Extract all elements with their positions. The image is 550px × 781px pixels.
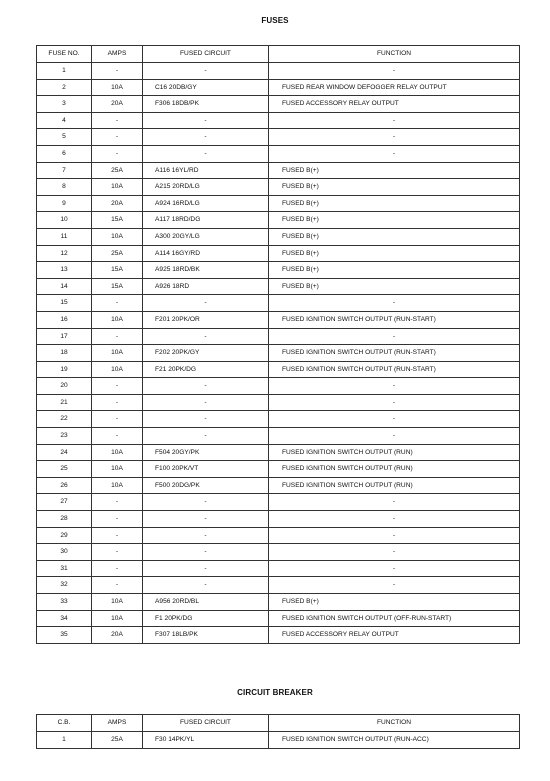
cell-fused-circuit: - (143, 428, 269, 445)
cell-fused-circuit: F504 20GY/PK (143, 444, 269, 461)
cell-function: FUSED B(+) (269, 195, 520, 212)
table-row (37, 627, 520, 644)
cell-function: - (269, 560, 520, 577)
cell-number: 18 (37, 345, 92, 362)
cell-function: - (269, 328, 520, 345)
table-row (37, 245, 520, 262)
cell-fused-circuit: - (143, 63, 269, 80)
table-row (37, 394, 520, 411)
cell-number: 35 (37, 627, 92, 644)
cell-number: 26 (37, 477, 92, 494)
cell-number: 24 (37, 444, 92, 461)
table-row (37, 494, 520, 511)
cell-amps: - (92, 428, 143, 445)
table-row (37, 544, 520, 561)
cell-number: 33 (37, 594, 92, 611)
cell-number: 25 (37, 461, 92, 478)
cell-number: 9 (37, 195, 92, 212)
cell-function: - (269, 411, 520, 428)
cell-fused-circuit: - (143, 577, 269, 594)
cell-fused-circuit: A116 16YL/RD (143, 162, 269, 179)
table-row (37, 311, 520, 328)
amps-header: AMPS (92, 715, 143, 732)
cell-amps: - (92, 411, 143, 428)
cell-function: FUSED IGNITION SWITCH OUTPUT (RUN) (269, 444, 520, 461)
cell-amps: - (92, 527, 143, 544)
fuse-table-header-row (37, 46, 520, 63)
fuse-table (36, 45, 520, 644)
cell-amps: 20A (92, 195, 143, 212)
cell-fused-circuit: A117 18RD/DG (143, 212, 269, 229)
circuit-breaker-header-row (37, 715, 520, 732)
cell-function: FUSED B(+) (269, 212, 520, 229)
cell-function: - (269, 112, 520, 129)
cell-number: 34 (37, 610, 92, 627)
cell-fused-circuit: A926 18RD (143, 278, 269, 295)
table-row (37, 610, 520, 627)
table-row (37, 477, 520, 494)
cell-fused-circuit: F1 20PK/DG (143, 610, 269, 627)
cell-fused-circuit: F21 20PK/DG (143, 361, 269, 378)
cell-number: 10 (37, 212, 92, 229)
cell-amps: 10A (92, 594, 143, 611)
table-row (37, 63, 520, 80)
cell-fused-circuit: - (143, 129, 269, 146)
cell-amps: 15A (92, 212, 143, 229)
fused-circuit-header: FUSED CIRCUIT (143, 46, 269, 63)
cell-number: 4 (37, 112, 92, 129)
cell-fused-circuit: F100 20PK/VT (143, 461, 269, 478)
cell-number: 3 (37, 96, 92, 113)
table-row (37, 411, 520, 428)
cell-amps: 10A (92, 179, 143, 196)
cell-number: 32 (37, 577, 92, 594)
cell-amps: - (92, 378, 143, 395)
table-row (37, 527, 520, 544)
table-row (37, 361, 520, 378)
cell-amps: 25A (92, 732, 143, 749)
cell-fused-circuit: A925 18RD/BK (143, 262, 269, 279)
table-row (37, 444, 520, 461)
cell-number: 17 (37, 328, 92, 345)
cell-amps: 15A (92, 262, 143, 279)
cell-function: FUSED B(+) (269, 179, 520, 196)
cell-function: - (269, 494, 520, 511)
cell-function: - (269, 63, 520, 80)
cell-amps: - (92, 63, 143, 80)
cell-number: 11 (37, 228, 92, 245)
cell-function: FUSED B(+) (269, 262, 520, 279)
table-row (37, 732, 520, 749)
cell-function: - (269, 577, 520, 594)
cell-fused-circuit: - (143, 411, 269, 428)
cell-amps: 10A (92, 361, 143, 378)
cell-function: FUSED B(+) (269, 228, 520, 245)
table-row (37, 428, 520, 445)
cell-fused-circuit: - (143, 560, 269, 577)
cell-number: 30 (37, 544, 92, 561)
cell-function: - (269, 527, 520, 544)
table-row (37, 328, 520, 345)
cell-function: - (269, 295, 520, 312)
cell-amps: - (92, 511, 143, 528)
cell-amps: 25A (92, 245, 143, 262)
cell-fused-circuit: A956 20RD/BL (143, 594, 269, 611)
table-row (37, 162, 520, 179)
amps-header: AMPS (92, 46, 143, 63)
cell-amps: 10A (92, 345, 143, 362)
cell-function: FUSED B(+) (269, 245, 520, 262)
cell-function: FUSED ACCESSORY RELAY OUTPUT (269, 627, 520, 644)
cell-function: - (269, 378, 520, 395)
table-row (37, 511, 520, 528)
cell-function: FUSED B(+) (269, 278, 520, 295)
cell-fused-circuit: A215 20RD/LG (143, 179, 269, 196)
cell-fused-circuit: - (143, 394, 269, 411)
table-row (37, 345, 520, 362)
cell-fused-circuit: - (143, 145, 269, 162)
cell-amps: - (92, 145, 143, 162)
cell-number: 19 (37, 361, 92, 378)
cell-number: 14 (37, 278, 92, 295)
table-row (37, 79, 520, 96)
cell-number: 27 (37, 494, 92, 511)
cell-number: 5 (37, 129, 92, 146)
cell-amps: - (92, 295, 143, 312)
cell-amps: 25A (92, 162, 143, 179)
table-row (37, 112, 520, 129)
cell-function: FUSED B(+) (269, 594, 520, 611)
cell-fused-circuit: A924 16RD/LG (143, 195, 269, 212)
circuit-breaker-title: CIRCUIT BREAKER (237, 688, 313, 697)
cell-number: 8 (37, 179, 92, 196)
cell-amps: 10A (92, 477, 143, 494)
cell-fused-circuit: - (143, 494, 269, 511)
cell-function: - (269, 145, 520, 162)
cell-amps: - (92, 129, 143, 146)
cell-number: 12 (37, 245, 92, 262)
cell-amps: - (92, 560, 143, 577)
cell-number: 20 (37, 378, 92, 395)
table-row (37, 145, 520, 162)
cb-header: C.B. (37, 715, 92, 732)
cell-function: FUSED IGNITION SWITCH OUTPUT (RUN-START) (269, 361, 520, 378)
fused-circuit-header: FUSED CIRCUIT (143, 715, 269, 732)
fuse-no-header: FUSE NO. (37, 46, 92, 63)
cell-fused-circuit: F202 20PK/GY (143, 345, 269, 362)
cell-amps: 10A (92, 610, 143, 627)
cell-amps: 20A (92, 96, 143, 113)
cell-number: 1 (37, 732, 92, 749)
cell-function: - (269, 129, 520, 146)
cell-function: - (269, 544, 520, 561)
cell-fused-circuit: - (143, 112, 269, 129)
cell-function: - (269, 511, 520, 528)
cell-number: 7 (37, 162, 92, 179)
table-row (37, 295, 520, 312)
cell-amps: 15A (92, 278, 143, 295)
cell-number: 6 (37, 145, 92, 162)
cell-amps: 20A (92, 627, 143, 644)
cell-fused-circuit: - (143, 378, 269, 395)
cell-number: 1 (37, 63, 92, 80)
cell-fused-circuit: F306 18DB/PK (143, 96, 269, 113)
cell-fused-circuit: A300 20GY/LG (143, 228, 269, 245)
cell-function: FUSED IGNITION SWITCH OUTPUT (RUN) (269, 461, 520, 478)
cell-fused-circuit: - (143, 295, 269, 312)
cell-function: FUSED B(+) (269, 162, 520, 179)
cell-function: FUSED IGNITION SWITCH OUTPUT (RUN-START) (269, 345, 520, 362)
cell-number: 29 (37, 527, 92, 544)
cell-fused-circuit: - (143, 511, 269, 528)
table-row (37, 461, 520, 478)
cell-function: FUSED IGNITION SWITCH OUTPUT (RUN) (269, 477, 520, 494)
cell-function: FUSED IGNITION SWITCH OUTPUT (RUN-ACC) (269, 732, 520, 749)
cell-amps: - (92, 544, 143, 561)
cell-fused-circuit: F201 20PK/OR (143, 311, 269, 328)
cell-amps: 10A (92, 311, 143, 328)
cell-fused-circuit: - (143, 328, 269, 345)
cell-fused-circuit: F500 20DG/PK (143, 477, 269, 494)
cell-number: 28 (37, 511, 92, 528)
cell-fused-circuit: A114 16GY/RD (143, 245, 269, 262)
table-row (37, 278, 520, 295)
cell-amps: - (92, 577, 143, 594)
cell-number: 16 (37, 311, 92, 328)
cell-amps: 10A (92, 228, 143, 245)
table-row (37, 577, 520, 594)
cell-number: 23 (37, 428, 92, 445)
cell-number: 2 (37, 79, 92, 96)
table-row (37, 195, 520, 212)
function-header: FUNCTION (269, 715, 520, 732)
table-row (37, 560, 520, 577)
table-row (37, 96, 520, 113)
cell-fused-circuit: - (143, 544, 269, 561)
cell-fused-circuit: F30 14PK/YL (143, 732, 269, 749)
cell-function: FUSED REAR WINDOW DEFOGGER RELAY OUTPUT (269, 79, 520, 96)
fuses-title: FUSES (261, 16, 289, 25)
cell-function: FUSED IGNITION SWITCH OUTPUT (OFF-RUN-START) (269, 610, 520, 627)
cell-amps: 10A (92, 444, 143, 461)
cell-function: FUSED IGNITION SWITCH OUTPUT (RUN-START) (269, 311, 520, 328)
table-row (37, 129, 520, 146)
cell-amps: - (92, 112, 143, 129)
cell-amps: - (92, 494, 143, 511)
cell-fused-circuit: C16 20DB/GY (143, 79, 269, 96)
cell-function: FUSED ACCESSORY RELAY OUTPUT (269, 96, 520, 113)
table-row (37, 378, 520, 395)
cell-number: 21 (37, 394, 92, 411)
cell-number: 13 (37, 262, 92, 279)
cell-amps: - (92, 328, 143, 345)
table-row (37, 594, 520, 611)
cell-amps: - (92, 394, 143, 411)
cell-number: 22 (37, 411, 92, 428)
cell-number: 31 (37, 560, 92, 577)
table-row (37, 212, 520, 229)
table-row (37, 179, 520, 196)
circuit-breaker-table (36, 714, 520, 749)
circuit-breaker-table-body (37, 732, 520, 749)
cell-function: - (269, 428, 520, 445)
cell-amps: 10A (92, 79, 143, 96)
cell-fused-circuit: F307 18LB/PK (143, 627, 269, 644)
cell-fused-circuit: - (143, 527, 269, 544)
table-row (37, 262, 520, 279)
cell-number: 15 (37, 295, 92, 312)
cell-function: - (269, 394, 520, 411)
cell-amps: 10A (92, 461, 143, 478)
table-row (37, 228, 520, 245)
function-header: FUNCTION (269, 46, 520, 63)
fuse-table-body (37, 63, 520, 644)
